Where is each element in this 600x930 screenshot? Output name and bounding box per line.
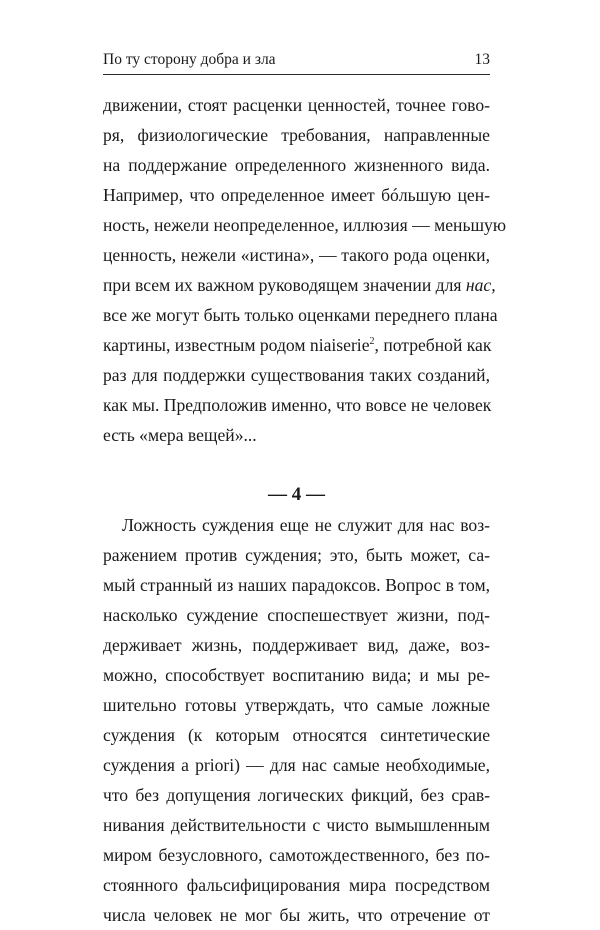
emphasis: нас, [465, 275, 496, 295]
section-heading: — 4 — [268, 484, 325, 505]
text-line: держивает жизнь, поддерживает вид, даже, воз- [103, 635, 490, 655]
text-line: суждения (к которым относятся синтетические [103, 725, 490, 745]
text-line: шительно готовы утверждать, что самые ложные [103, 695, 490, 715]
text-line: Например, что определенное имеет бóльшую цен- [103, 185, 490, 205]
text-line: все же могут быть только оценками переднего плана [103, 305, 498, 325]
text-line: ражением против суждения; это, быть может, са- [103, 545, 490, 565]
text-line: ценность, нежели «истина», — такого рода оценки, [103, 245, 490, 265]
text-line: мый странный из наших парадоксов. Вопрос в том, [103, 575, 490, 595]
text-line: есть «мера вещей»... [103, 425, 257, 445]
page-number: 13 [474, 51, 490, 68]
text-line: ность, нежели неопределенное, иллюзия — меньшую [103, 215, 506, 235]
running-head [103, 50, 496, 72]
text-line: как мы. Предположив именно, что вовсе не человек [103, 395, 492, 415]
text-line: миром безусловного, самотождественного, без по- [103, 845, 490, 865]
text-line: что без допущения логических фикций, без срав- [103, 785, 490, 805]
text-line: раз для поддержки существования таких созданий, [103, 365, 490, 385]
text-line [103, 270, 496, 300]
text-line: нивания действительности с чисто вымышленным [103, 815, 490, 835]
body-text [103, 90, 506, 930]
text-run: , потребной как [374, 335, 492, 355]
footnote-marker: 2 [369, 336, 375, 348]
text-line: движении, стоят расценки ценностей, точнее гово- [103, 95, 490, 115]
running-title: По ту сторону добра и зла [103, 51, 276, 68]
blank-line [103, 450, 490, 480]
text-line: суждения a priori) — для нас самые необходимые, [103, 755, 490, 775]
text-line: можно, способствует воспитанию вида; и мы ре- [103, 665, 490, 685]
text-line: Ложность суждения еще не служит для нас воз- [122, 515, 490, 535]
text-line: на поддержание определенного жизненного вида. [103, 155, 490, 175]
text-line: ря, физиологические требования, направленные [103, 125, 490, 145]
text-run: картины, известным родом niaiserie [103, 335, 370, 355]
text-run: при всем их важном руководящем значении для [103, 275, 466, 295]
text-line: числа человек не мог бы жить, что отречение от [103, 905, 490, 925]
header-rule [103, 74, 490, 75]
text-line [103, 330, 490, 360]
text-line: насколько суждение споспешествует жизни, под- [103, 605, 490, 625]
text-line: стоянного фальсифицирования мира посредством [103, 875, 490, 895]
